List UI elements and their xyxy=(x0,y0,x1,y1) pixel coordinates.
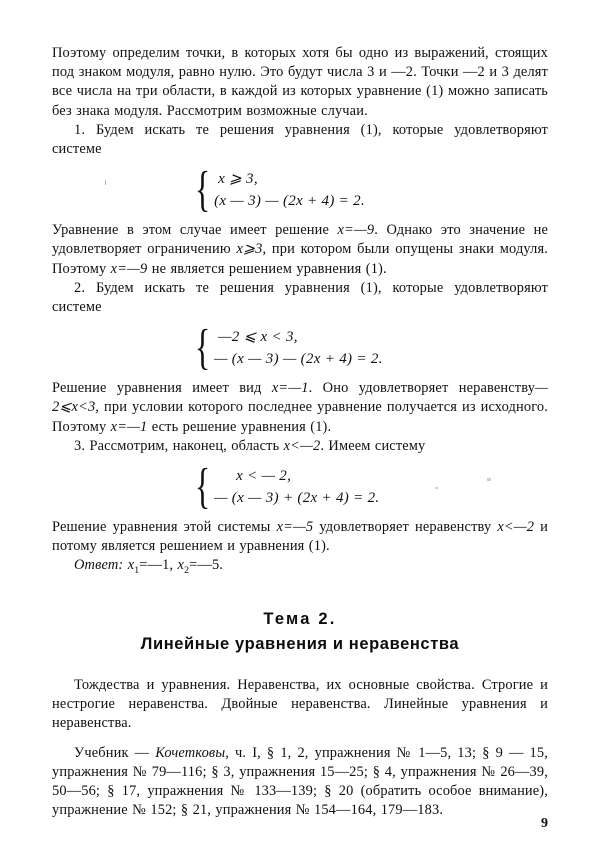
theme-body-column xyxy=(52,676,548,820)
answer-label: Ответ: xyxy=(74,557,124,574)
answer-x1-symbol: x xyxy=(127,557,135,574)
paragraph-case-1-intro: 1. Будем искать те решения уравнения (1), которые удовлетворяют системе xyxy=(52,121,548,158)
system-1-line-2: (x — 3) — (2x + 4) = 2. xyxy=(214,193,365,210)
case3-text-a: 3. Рассмотрим, наконец, область xyxy=(74,437,284,454)
curly-brace-icon: { xyxy=(194,162,211,218)
equation-system-1 xyxy=(52,159,548,221)
case1-text-a: Уравнение в этом случае имеет решение xyxy=(52,222,338,239)
reference-author: Кочетковы xyxy=(155,744,226,761)
system-3-line-2: — (x — 3) + (2x + 4) = 2. xyxy=(214,490,380,507)
case2-math-c: x=—1 xyxy=(110,418,148,435)
theme-title: Линейные уравнения и неравенства xyxy=(140,635,460,653)
curly-brace-icon: { xyxy=(194,320,211,376)
paragraph-answer xyxy=(52,556,548,580)
theme-number: Тема 2. xyxy=(263,610,337,628)
page-number: 9 xyxy=(541,816,548,831)
paragraph-intro: Поэтому определим точки, в которых хотя бы одно из выражений, стоящих под знаком модуля, равно нулю. Это будут числа 3 и —2. Точки —2 и 3 делят все числа на три области, в каждой из которых уравнение (1) можно записать без знака модуля. Рассмотрим возможные случаи. xyxy=(52,45,548,119)
case2-math-a: x=—1 xyxy=(271,380,309,397)
case2-math-b: —2⩽x<3 xyxy=(52,380,548,416)
case3-text-d: удовлетворяет неравенству xyxy=(313,519,498,536)
equation-system-3 xyxy=(52,456,548,518)
answer-x2-value: =—5. xyxy=(189,557,224,574)
answer-x2-subscript: 2 xyxy=(184,565,190,577)
case1-math-b: x⩾3 xyxy=(236,241,263,258)
case3-math-b: x=—5 xyxy=(276,519,314,536)
answer-x2-symbol: x xyxy=(177,557,185,574)
reference-body: , ч. I, § 1, 2, упражнения № 1—5, 13; § 9 — 15, упражнения № 79—116; § 3, упражнения 15—25; § 4, упражнения № 26—39, 50—56; § 17, упражнения № 133—139; § 20 (обратить особое внимание), упражнение № 152; § 21, упражнения № 154—164, 179—183. xyxy=(52,744,548,819)
system-2-line-1: —2 ⩽ x < 3, xyxy=(218,329,298,346)
case1-text-d: не является решением уравнения (1). xyxy=(147,260,387,277)
case1-math-c: x=—9 xyxy=(110,260,148,277)
case2-text-d: есть решение уравнения (1). xyxy=(147,418,332,435)
case3-text-b: . Имеем систему xyxy=(320,437,426,454)
paragraph-topics: Тождества и уравнения. Неравенства, их основные свойства. Строгие и нестрогие неравенства. Двойные неравенства. Линейные уравнения и неравенства. xyxy=(52,677,548,732)
system-2-line-2: — (x — 3) — (2x + 4) = 2. xyxy=(214,351,383,368)
equation-system-2 xyxy=(52,317,548,379)
answer-x1-subscript: 1 xyxy=(134,565,140,577)
paragraph-case-1-result xyxy=(52,221,548,279)
scan-artifact-speck xyxy=(435,487,438,489)
case2-text-b: . Оно удовлетворяет неравенству xyxy=(308,380,536,397)
curly-brace-icon: { xyxy=(194,459,211,514)
scan-artifact-speck xyxy=(105,180,106,185)
theme-heading xyxy=(0,610,600,654)
case3-text-e: и потому является решением и уравнения (1). xyxy=(52,519,549,555)
case2-text-c: , при условии которого последнее уравнение получается из исходного. Поэтому xyxy=(52,399,548,435)
case3-text-c: Решение уравнения этой системы xyxy=(52,519,277,536)
case3-math-c: x<—2 xyxy=(497,519,535,536)
case2-text-a: Решение уравнения имеет вид xyxy=(52,380,272,397)
case1-text-c: , при котором были опущены знаки модуля. Поэтому xyxy=(52,241,548,277)
case1-math-a: x=—9 xyxy=(337,222,375,239)
paragraph-case-3-result xyxy=(52,518,548,556)
scan-artifact-speck xyxy=(487,478,491,481)
system-1-line-1: x ⩾ 3, xyxy=(218,171,258,188)
paragraph-textbook-reference xyxy=(52,744,548,821)
paragraph-case-2-result xyxy=(52,379,548,437)
system-3-line-1: x < — 2, xyxy=(236,468,292,485)
reference-prefix: Учебник — xyxy=(74,744,156,761)
page-text-column xyxy=(52,44,548,581)
paragraph-case-2-intro: 2. Будем искать те решения уравнения (1), которые удовлетворяют системе xyxy=(52,279,548,316)
case3-math-a: x<—2 xyxy=(283,437,321,454)
paragraph-case-3-intro xyxy=(52,437,548,456)
answer-x1-value: =—1, xyxy=(139,557,174,574)
case1-text-b: . Однако это значение не удовлетворяет ограничению xyxy=(52,222,548,258)
